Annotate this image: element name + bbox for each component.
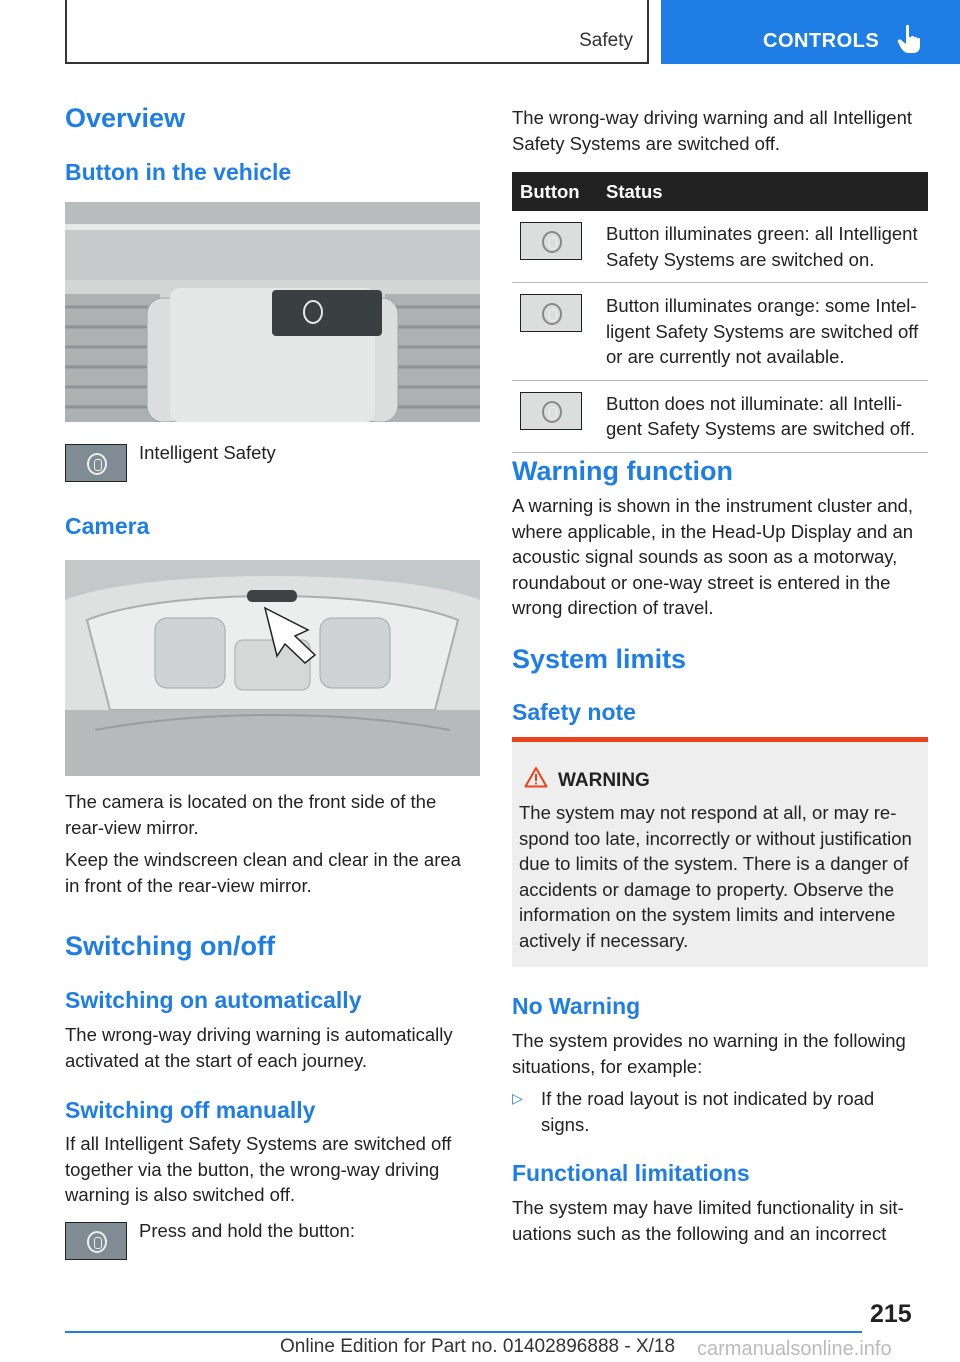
dashboard-button-image	[65, 202, 480, 422]
camera-paragraph-2: Keep the windscreen clean and clear in the area in front of the rear-view mirror.	[65, 849, 461, 896]
warning-box	[512, 737, 928, 967]
page-number: 215	[870, 1300, 912, 1328]
header-chapter-label: CONTROLS	[763, 30, 880, 52]
table-row	[512, 380, 928, 452]
list-item-text: If the road layout is not indicated by road signs.	[541, 1088, 875, 1135]
table-cell-status: Button illuminates green: all Intelligent Safety Systems are switched on.	[598, 211, 928, 283]
list-item	[512, 1086, 930, 1138]
overview-heading: Overview	[65, 103, 186, 133]
button-caption: Intelligent Safety	[139, 442, 276, 463]
functional-limitations-heading: Functional limitations	[512, 1160, 750, 1186]
no-warning-heading: No Warning	[512, 993, 641, 1019]
system-limits-heading: System limits	[512, 644, 687, 674]
warning-title: WARNING	[558, 770, 650, 791]
switching-on-off-heading: Switching on/off	[65, 931, 275, 961]
table-cell-status: Button illuminates orange: some Intelligent Safety Systems are switched off or are currently not available.	[598, 283, 928, 381]
functional-limitations-text: The system may have limited functionality in situations such as the following and an incorrect	[512, 1197, 904, 1244]
button-orange-icon	[520, 294, 582, 332]
footer-rule	[65, 1331, 862, 1333]
warning-text: The system may not respond at all, or may respond too late, incorrectly or without justification due to limits of the system. There is a danger of accidents or damage to property. Observe the information on the system limits and intervene actively if necessary.	[519, 802, 912, 951]
header-section-tab	[65, 0, 649, 64]
table-header-button: Button	[512, 172, 598, 211]
no-warning-text: The system provides no warning in the following situations, for example:	[512, 1030, 906, 1077]
intro-paragraph: The wrong-way driving warning and all Intelligent Safety Systems are switched off.	[512, 107, 913, 154]
switching-on-automatically-text: The wrong-way driving warning is automatically activated at the start of each journey.	[65, 1024, 453, 1071]
table-header-row	[512, 172, 928, 211]
header-section-label: Safety	[579, 30, 633, 51]
bullet-triangle-icon: ▷	[512, 1090, 523, 1106]
table-cell-icon	[512, 211, 598, 283]
table-cell-icon	[512, 380, 598, 452]
switching-on-automatically-heading: Switching on automatically	[65, 987, 362, 1013]
button-status-table	[512, 172, 928, 453]
switching-off-manually-text: If all Intelligent Safety Systems are switched off together via the button, the wrong-way driving warning is also switched off.	[65, 1133, 452, 1205]
button-off-icon	[520, 392, 582, 430]
press-hold-text: Press and hold the button:	[139, 1220, 355, 1241]
warning-function-text: A warning is shown in the instrument cluster and, where applicable, in the Head-Up Display and an acoustic signal sounds as soon as a motorway, roundabout or one-way street is entered in the wrong direction of travel.	[512, 495, 914, 618]
camera-location-image	[65, 560, 480, 776]
button-in-vehicle-heading: Button in the vehicle	[65, 159, 292, 185]
table-cell-icon	[512, 283, 598, 381]
intelligent-safety-button-icon	[65, 444, 127, 482]
watermark-text: carmanualsonline.info	[697, 1338, 892, 1360]
table-header-status: Status	[598, 172, 928, 211]
camera-paragraph-1: The camera is located on the front side of the rear-view mirror.	[65, 791, 437, 838]
warning-function-heading: Warning function	[512, 456, 733, 486]
button-green-icon	[520, 222, 582, 260]
press-hold-button-icon	[65, 1222, 127, 1260]
camera-heading: Camera	[65, 513, 150, 539]
footer-edition-text: Online Edition for Part no. 01402896888 - X/18	[280, 1336, 676, 1357]
warning-triangle-icon	[524, 766, 548, 788]
safety-note-heading: Safety note	[512, 699, 636, 725]
table-row	[512, 211, 928, 283]
switching-off-manually-heading: Switching off manually	[65, 1097, 316, 1123]
pointing-hand-icon	[897, 24, 921, 54]
header-chapter-tab[interactable]	[661, 0, 960, 64]
table-cell-status: Button does not illuminate: all Intelligent Safety Systems are switched off.	[598, 380, 928, 452]
table-row	[512, 283, 928, 381]
